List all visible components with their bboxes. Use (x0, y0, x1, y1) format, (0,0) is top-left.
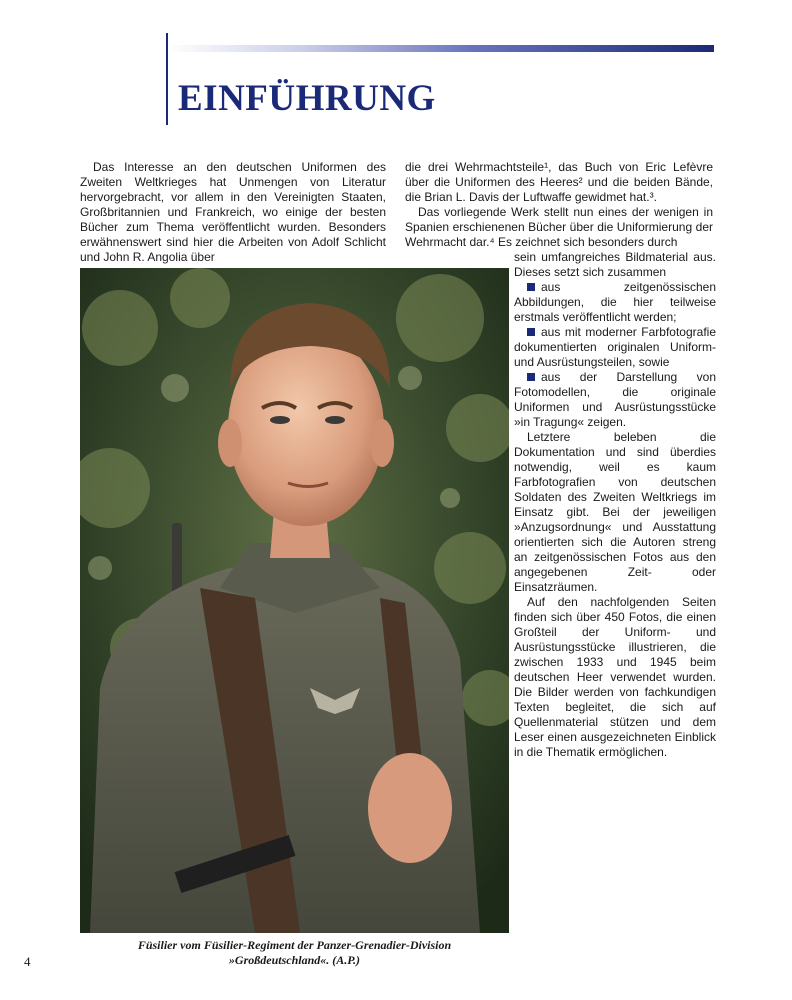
right-column-top-text (405, 160, 713, 250)
page-number: 4 (24, 954, 31, 969)
caption-line-2: »Großdeutschland«. (A.P.) (228, 953, 361, 967)
intro-paragraph: Das Interesse an den deutschen Uniformen des Zweiten Weltkrieges hat Unmengen von Literatur hervorgebracht, vor allem in den Vereinigten Staaten, Großbritannien und Frankreich, wo einige der besten Bücher zum Thema veröffentlicht wurden. Besonders erwähnenswert sind hier die Arbeiten von Adolf Schlicht und John R. Angolia über (80, 160, 386, 264)
soldier-photo (80, 268, 509, 933)
bullet-square-icon (527, 283, 535, 291)
right-column-narrow-text (514, 250, 716, 760)
page-title: EINFÜHRUNG (178, 78, 436, 119)
bullet-item-2: aus mit moderner Farbfotografie dokumentierten originalen Uniform- und Ausrüstungsteilen, sowie (514, 325, 716, 369)
bullet-item-3: aus der Darstellung von Fotomodellen, die originale Uniformen und Ausrüstungsstücke »in Tragung« zeigen. (514, 370, 716, 429)
header-gradient-bar (168, 45, 714, 52)
paragraph-continuation: die drei Wehrmachtsteile¹, das Buch von Eric Lefèvre über die Uniformen des Heeres² und die beiden Bände, die Brian L. Davis der Luftwaffe gewidmet hat.³. (405, 160, 713, 204)
caption-line-1: Füsilier vom Füsilier-Regiment der Panzer-Grenadier-Division (137, 938, 452, 952)
paragraph-seiten: Auf den nachfolgenden Seiten finden sich über 450 Fotos, die einen Großteil der Uniform- und Ausrüstungsstücke illustrieren, die zwischen 1933 und 1945 beim deutschen Heer verwendet wurden. Die Bilder werden von fachkundigen Texten begleitet, die sich auf Quellenmaterial stützen und dem Leser einen ausgezeichneten Einblick in die Thematik ermöglichen. (514, 595, 716, 759)
paragraph-werk-continuation: sein umfangreiches Bildmaterial aus. Dieses setzt sich zusammen (514, 250, 716, 279)
paragraph-werk: Das vorliegende Werk stellt nun eines der wenigen in Spanien erschienenen Bücher über die Uniformierung der Wehrmacht dar.⁴ Es zeichnet sich besonders durch (405, 205, 713, 249)
paragraph-letztere: Letztere beleben die Dokumentation und sind überdies notwendig, weil es kaum Farbfotografien von deutschen Soldaten des Zweiten Weltkriegs im Einsatz gibt. Bei der jeweiligen »Anzugsordnung« und Ausstattung orientierten sich die Autoren streng an zeitgenössischen Fotos aus den angegebenen Zeit- oder Einsatzräumen. (514, 430, 716, 594)
bullet-item-1: aus zeitgenössischen Abbildungen, die hier teilweise erstmals veröffentlicht werden; (514, 280, 716, 324)
bullet-square-icon (527, 373, 535, 381)
bullet-square-icon (527, 328, 535, 336)
left-column-text (80, 160, 386, 265)
photo-caption (80, 938, 509, 968)
